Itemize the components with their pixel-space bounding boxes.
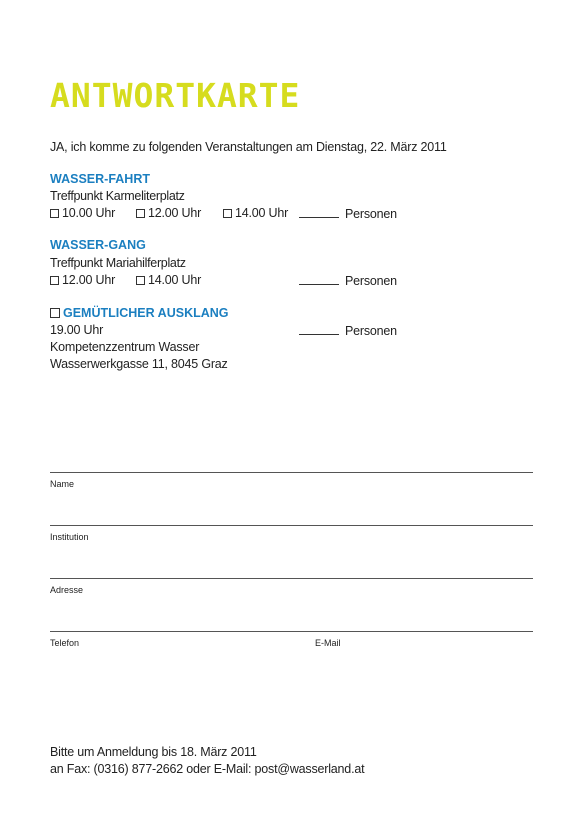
wasser-fahrt-option-3[interactable] xyxy=(223,206,288,220)
adresse-field[interactable] xyxy=(50,578,533,579)
time-label: 14.00 Uhr xyxy=(235,206,289,220)
name-field[interactable] xyxy=(50,472,533,473)
wasser-gang-persons[interactable] xyxy=(299,273,397,288)
wasser-fahrt-option-1[interactable] xyxy=(50,206,115,220)
wasser-fahrt-persons[interactable] xyxy=(299,206,397,221)
wasser-fahrt-place: Treffpunkt Karmeliterplatz xyxy=(50,189,185,203)
persons-label: Personen xyxy=(345,207,397,221)
time-label: 12.00 Uhr xyxy=(148,206,202,220)
checkbox-icon[interactable] xyxy=(50,276,59,285)
time-label: 10.00 Uhr xyxy=(62,206,116,220)
checkbox-icon[interactable] xyxy=(136,209,145,218)
ausklang-option[interactable] xyxy=(50,306,229,320)
time-label: 14.00 Uhr xyxy=(148,273,202,287)
email-label: E-Mail xyxy=(315,638,341,648)
checkbox-icon[interactable] xyxy=(136,276,145,285)
wasser-gang-place: Treffpunkt Mariahilferplatz xyxy=(50,256,186,270)
footer-line-1: Bitte um Anmeldung bis 18. März 2011 xyxy=(50,745,257,759)
persons-blank[interactable] xyxy=(299,323,339,335)
ausklang-persons[interactable] xyxy=(299,323,397,338)
contact-field[interactable] xyxy=(50,631,533,632)
ausklang-venue: Kompetenzzentrum Wasser xyxy=(50,340,200,354)
wasser-fahrt-heading: WASSER-FAHRT xyxy=(50,172,150,186)
checkbox-icon[interactable] xyxy=(50,209,59,218)
institution-label: Institution xyxy=(50,532,89,542)
wasser-fahrt-option-2[interactable] xyxy=(136,206,201,220)
ausklang-address: Wasserwerkgasse 11, 8045 Graz xyxy=(50,357,228,371)
wasser-gang-heading: WASSER-GANG xyxy=(50,238,146,252)
checkbox-icon[interactable] xyxy=(223,209,232,218)
institution-field[interactable] xyxy=(50,525,533,526)
ausklang-heading: GEMÜTLICHER AUSKLANG xyxy=(63,306,229,320)
adresse-label: Adresse xyxy=(50,585,84,595)
footer-line-2: an Fax: (0316) 877-2662 oder E-Mail: post@wasserland.at xyxy=(50,762,365,776)
ausklang-time: 19.00 Uhr xyxy=(50,323,104,337)
persons-label: Personen xyxy=(345,324,397,338)
persons-blank[interactable] xyxy=(299,273,339,285)
name-label: Name xyxy=(50,479,75,489)
wasser-gang-option-1[interactable] xyxy=(50,273,115,287)
wasser-gang-option-2[interactable] xyxy=(136,273,201,287)
telefon-label: Telefon xyxy=(50,638,80,648)
time-label: 12.00 Uhr xyxy=(62,273,116,287)
intro-text: JA, ich komme zu folgenden Veranstaltungen am Dienstag, 22. März 2011 xyxy=(50,140,447,154)
page-title: ANTWORTKARTE xyxy=(50,76,301,115)
persons-label: Personen xyxy=(345,274,397,288)
persons-blank[interactable] xyxy=(299,206,339,218)
checkbox-icon[interactable] xyxy=(50,308,60,318)
